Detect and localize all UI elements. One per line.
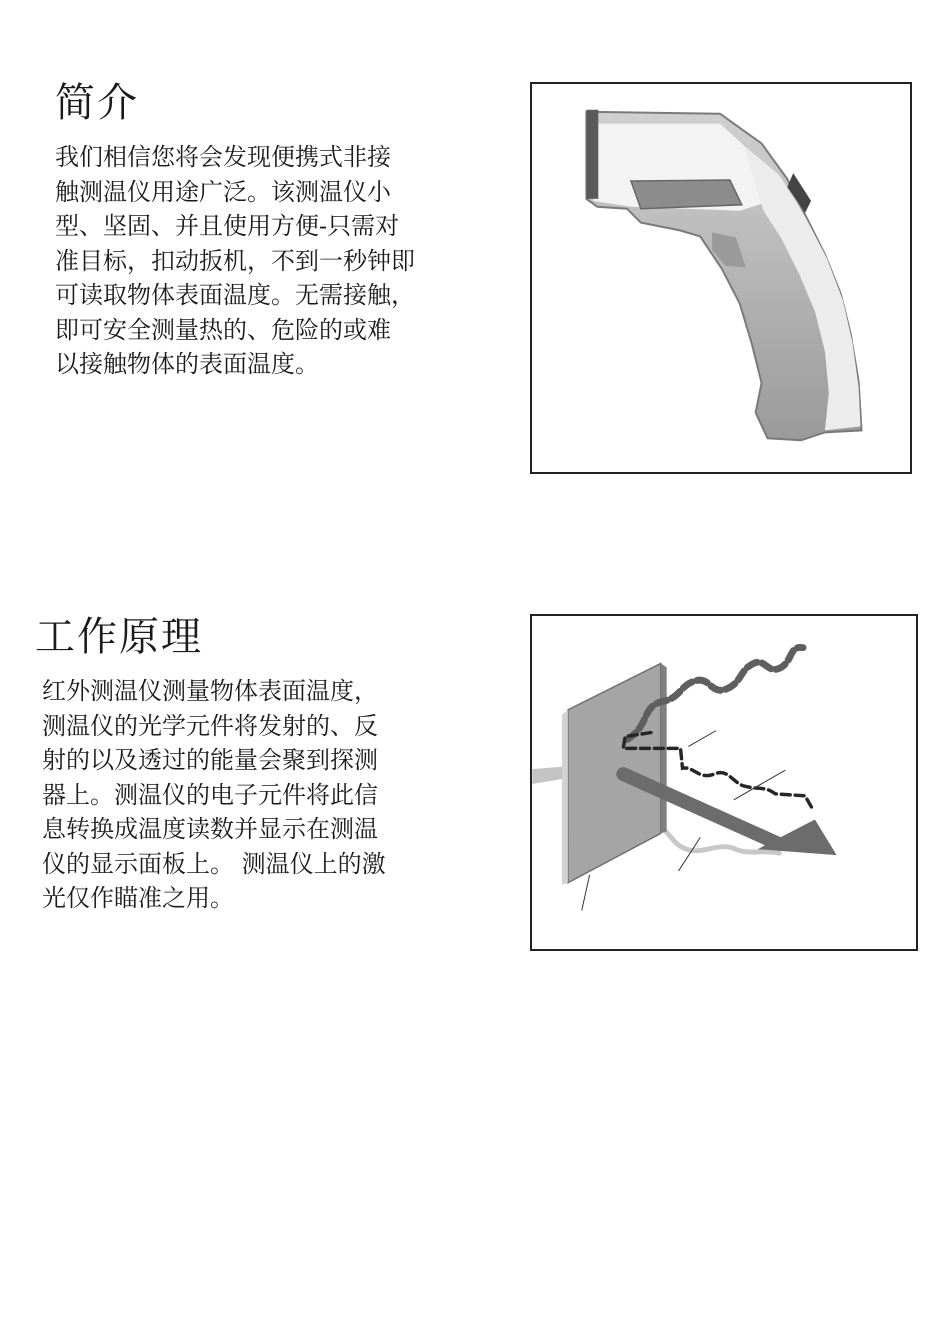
intro-line: 准目标，扣动扳机，不到一秒钟即 (55, 246, 415, 275)
principle-line: 器上。测温仪的电子元件将此信 (42, 780, 378, 809)
principle-line: 红外测温仪测量物体表面温度， (42, 677, 378, 705)
intro-line: 可读取物体表面温度。无需接触， (55, 281, 415, 309)
principle-line: 仪的显示面板上。 测温仪上的激 (42, 849, 386, 878)
intro-line: 以接触物体的表面温度。 (55, 350, 319, 378)
intro-title: 简介 (55, 80, 139, 126)
principle-line: 光仅作瞄准之用。 (42, 884, 234, 912)
thermometer-illustration (530, 82, 912, 474)
infrared-energy-diagram (532, 616, 916, 949)
principle-title: 工作原理 (35, 614, 203, 660)
principle-diagram (530, 614, 918, 951)
principle-line: 射的以及透过的能量会聚到探测 (42, 746, 378, 774)
intro-line: 我们相信您将会发现便携式非接 (55, 143, 391, 171)
principle-paragraph (42, 674, 386, 916)
intro-line: 触测温仪用途广泛。该测温仪小 (55, 177, 391, 206)
principle-line: 息转换成温度读数并显示在测温 (42, 815, 378, 843)
intro-paragraph (55, 140, 415, 382)
principle-line: 测温仪的光学元件将发射的、反 (42, 711, 378, 740)
intro-line: 即可安全测量热的、危险的或难 (55, 315, 391, 344)
thermometer-gun-icon (532, 84, 910, 472)
intro-line: 型、坚固、并且使用方便-只需对 (55, 212, 400, 240)
